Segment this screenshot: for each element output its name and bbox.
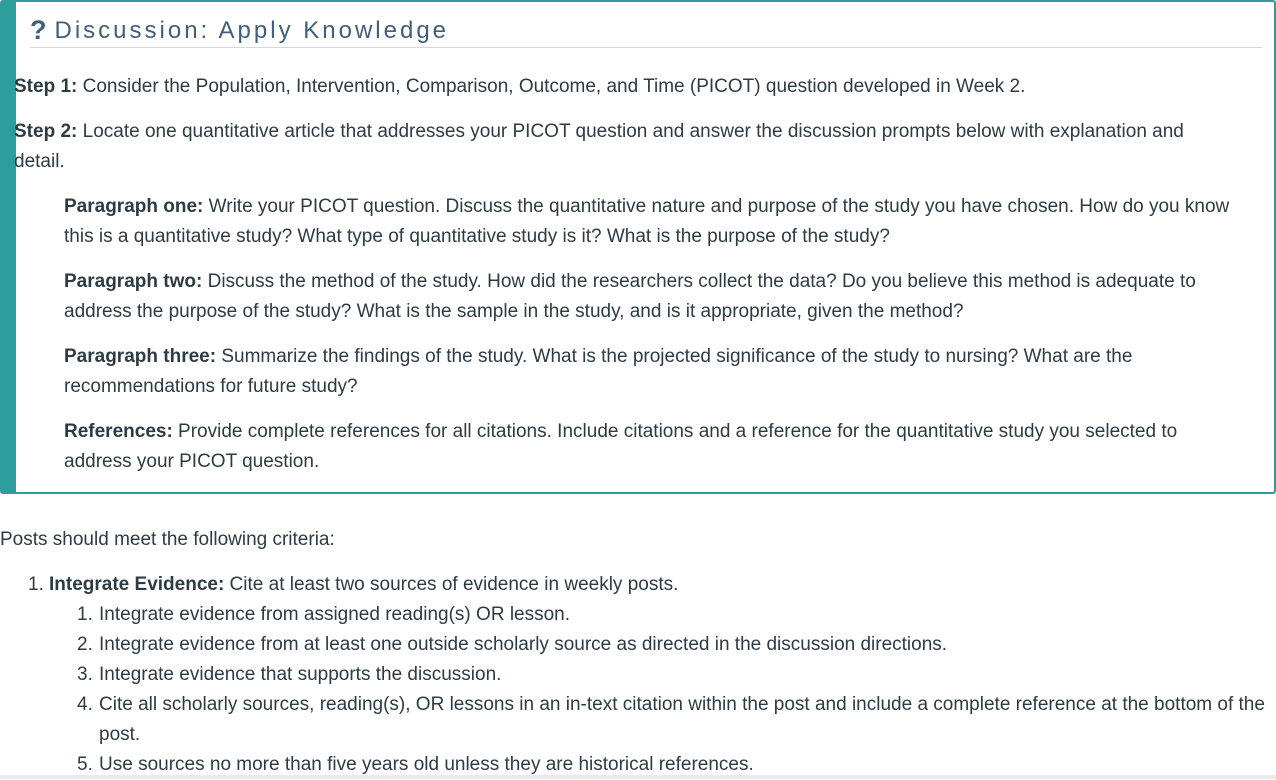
callout-header [30, 14, 1262, 48]
references-label: References: [64, 421, 173, 442]
callout-title: Discussion: Apply Knowledge [54, 16, 450, 44]
list-item [49, 660, 1270, 690]
question-mark-icon: ? [30, 15, 47, 45]
paragraph-two-prompt [64, 267, 1244, 327]
criteria-list [0, 570, 1270, 780]
bottom-divider [0, 775, 1276, 779]
list-number: 2. [77, 634, 93, 655]
list-number: 5. [77, 754, 93, 775]
sub-criteria-text: Cite all scholarly sources, reading(s), OR lessons in an in-text citation within the post and include a complete reference at the bottom of the post. [99, 694, 1265, 745]
paragraph-two-label: Paragraph two: [64, 271, 203, 292]
step-2-label: Step 2: [14, 121, 78, 142]
criteria-label: Integrate Evidence: [49, 574, 225, 595]
step-2 [14, 117, 1239, 177]
step-1 [14, 72, 1234, 102]
list-item [0, 570, 1270, 780]
paragraph-three-label: Paragraph three: [64, 346, 217, 367]
paragraph-three-text: Summarize the findings of the study. What is the projected significance of the study to nursing? What are the recommendations for future study? [64, 346, 1133, 397]
criteria-intro: Posts should meet the following criteria: [0, 529, 335, 550]
list-number: 4. [77, 694, 93, 715]
sub-criteria-text: Use sources no more than five years old unless they are historical references. [99, 754, 754, 775]
list-item [49, 630, 1270, 660]
sub-criteria-text: Integrate evidence from at least one outside scholarly source as directed in the discussion directions. [99, 634, 948, 655]
sub-criteria-list [49, 600, 1270, 780]
references-prompt [64, 417, 1244, 477]
sub-criteria-text: Integrate evidence from assigned reading(s) OR lesson. [99, 604, 571, 625]
list-number: 1. [77, 604, 93, 625]
paragraph-three-prompt [64, 342, 1244, 402]
list-item [49, 690, 1270, 750]
paragraph-one-prompt [64, 192, 1244, 252]
step-1-text: Consider the Population, Intervention, Comparison, Outcome, and Time (PICOT) question developed in Week 2. [77, 76, 1026, 97]
list-number: 3. [77, 664, 93, 685]
paragraph-one-label: Paragraph one: [64, 196, 204, 217]
list-item [49, 600, 1270, 630]
list-number: 1. [28, 574, 44, 595]
references-text: Provide complete references for all citations. Include citations and a reference for the quantitative study you selected to address your PICOT question. [64, 421, 1178, 472]
paragraph-one-text: Write your PICOT question. Discuss the quantitative nature and purpose of the study you have chosen. How do you know this is a quantitative study? What type of quantitative study is it? What is the purpose of the study? [64, 196, 1230, 247]
paragraph-two-text: Discuss the method of the study. How did the researchers collect the data? Do you believe this method is adequate to address the purpose of the study? What is the sample in the study, and is it appropriate, given the method? [64, 271, 1196, 322]
step-1-label: Step 1: [14, 76, 78, 97]
sub-criteria-text: Integrate evidence that supports the discussion. [99, 664, 502, 685]
criteria-text: Cite at least two sources of evidence in weekly posts. [224, 574, 679, 595]
step-2-text: Locate one quantitative article that addresses your PICOT question and answer the discussion prompts below with explanation and detail. [14, 121, 1184, 172]
